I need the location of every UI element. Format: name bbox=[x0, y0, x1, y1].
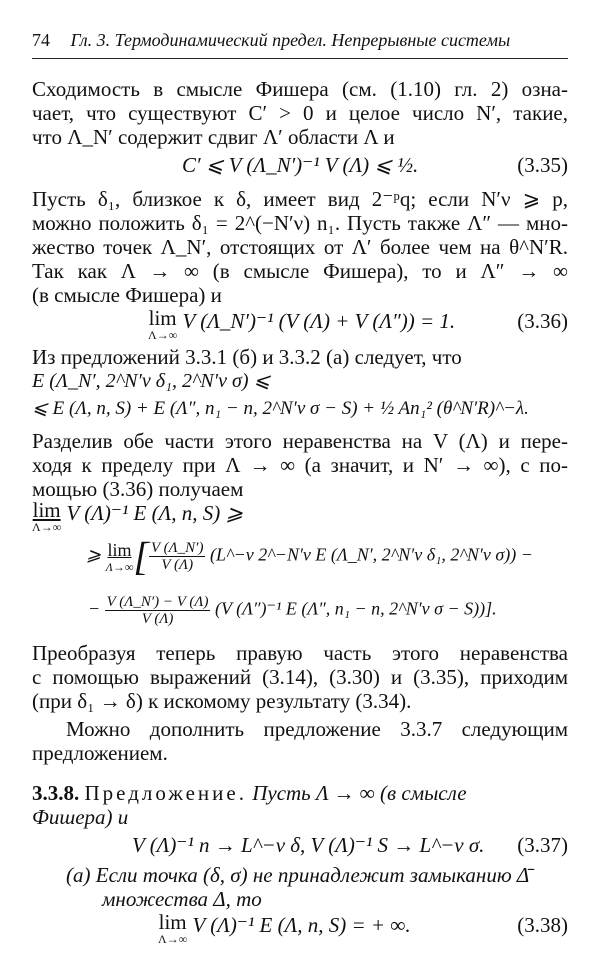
inequality-line: ⩽ E (Λ, n, S) + E (Λ″, n₁ − n, 2^N′ν σ − S) + ½ An₁² (θ^N′R)^−λ. bbox=[32, 398, 529, 419]
paragraph-line: ходя к пределу при Λ → ∞ (а значит, и N′ → ∞), с по- bbox=[32, 453, 568, 477]
paragraph-line: предложением. bbox=[32, 741, 168, 765]
equation-expression: V (Λ)⁻¹ E (Λ, n, S) ⩾ bbox=[66, 501, 244, 525]
paragraph-line: (в смысле Фишера) и bbox=[32, 283, 222, 307]
fraction-numerator: V (Λ_N′) bbox=[150, 540, 204, 556]
equation-number: (3.35) bbox=[517, 153, 568, 177]
equation-expression: (L^−ν 2^−N′ν E (Λ_N′, 2^N′ν δ₁, 2^N′ν σ)) − bbox=[209, 544, 533, 565]
proposition-word: Предложение. bbox=[84, 781, 247, 805]
paragraph-line: Сходимость в смысле Фишера (см. (1.10) гл. 2) озна- bbox=[32, 77, 568, 101]
fraction-numerator: V (Λ_N′) − V (Λ) bbox=[106, 594, 209, 610]
header-rule bbox=[32, 58, 568, 59]
equation-body bbox=[158, 912, 411, 946]
equation-number: (3.38) bbox=[517, 913, 568, 937]
page-header bbox=[32, 30, 568, 51]
paragraph-line: Преобразуя теперь правую часть этого неравенства bbox=[32, 641, 568, 665]
page-number: 74 bbox=[32, 30, 50, 50]
equation-body bbox=[86, 533, 533, 579]
proposition-text-line: Фишера) и bbox=[32, 805, 129, 829]
item-a-text: (а) Если точка (δ, σ) не принадлежит замыканию Δ̄ bbox=[66, 863, 530, 887]
equation-bracket-line-1 bbox=[32, 533, 568, 588]
paragraph-line: можно положить δ₁ = 2^(−N′ν) n₁. Пусть также Λ″ — мно- bbox=[32, 211, 568, 235]
limit-operator bbox=[158, 912, 187, 946]
paragraph-line: что Λ_N′ содержит сдвиг Λ′ области Λ и bbox=[32, 125, 395, 149]
proposition-heading bbox=[32, 780, 568, 806]
limit-subscript: Λ→∞ bbox=[105, 560, 134, 574]
limit-subscript: Λ→∞ bbox=[148, 328, 178, 342]
proposition-number: 3.3.8. bbox=[32, 781, 80, 805]
equation-body bbox=[88, 594, 497, 627]
item-a-line bbox=[66, 862, 568, 888]
running-title: Гл. 3. Термодинамический предел. Непрерывные системы bbox=[70, 30, 511, 50]
equation-number: (3.36) bbox=[517, 309, 568, 333]
paragraph-line: мощью (3.36) получаем bbox=[32, 477, 244, 501]
limit-operator bbox=[106, 540, 134, 574]
equation-body bbox=[148, 308, 455, 342]
paragraph-line: Пусть δ₁, близкое к δ, имеет вид 2⁻ᵖq; если N′ν ⩾ p, bbox=[32, 187, 568, 211]
equation-expression: (V (Λ″)⁻¹ E (Λ″, n₁ − n, 2^N′ν σ − S))]. bbox=[214, 598, 497, 619]
fraction bbox=[149, 540, 205, 573]
limit-label: lim bbox=[158, 910, 187, 934]
equation-number: (3.37) bbox=[517, 833, 568, 857]
equation-body bbox=[32, 500, 243, 534]
proposition-text: Пусть Λ → ∞ (в смысле bbox=[252, 781, 467, 805]
equation-body: C′ ⩽ V (Λ_N′)⁻¹ V (Λ) ⩽ ½. bbox=[182, 153, 419, 177]
paragraph-line: Из предложений 3.3.1 (б) и 3.3.2 (а) следует, что bbox=[32, 345, 462, 369]
paragraph-line: с помощью выражений (3.14), (3.30) и (3.35), приходим bbox=[32, 665, 568, 689]
equation-3-38 bbox=[32, 912, 568, 952]
item-a-line: множества Δ, то bbox=[102, 887, 262, 911]
paragraph-line: Так как Λ → ∞ (в смысле Фишера), то и Λ″ → ∞ bbox=[32, 259, 568, 283]
equation-bracket-line-2 bbox=[32, 594, 568, 642]
equation-expression: V (Λ)⁻¹ E (Λ, n, S) = + ∞. bbox=[192, 913, 411, 937]
limit-operator bbox=[32, 500, 61, 534]
limit-subscript: Λ→∞ bbox=[158, 932, 188, 946]
open-bracket: [ bbox=[133, 533, 149, 579]
fraction-denominator: V (Λ) bbox=[141, 611, 174, 627]
limit-label: lim bbox=[32, 498, 61, 522]
paragraph-line: жество точек Λ_N′, отстоящих от Λ′ более чем на θ^N′R. bbox=[32, 235, 568, 259]
limit-label: lim bbox=[148, 306, 177, 330]
equation-3-36 bbox=[32, 308, 568, 348]
relation-symbol: − bbox=[88, 598, 101, 619]
paragraph-line: (при δ₁ → δ) к искомому результату (3.34). bbox=[32, 689, 412, 713]
equation-body: V (Λ)⁻¹ n → L^−ν δ, V (Λ)⁻¹ S → L^−ν σ. bbox=[132, 833, 485, 857]
limit-subscript: Λ→∞ bbox=[32, 520, 62, 534]
limit-operator bbox=[148, 308, 177, 342]
inequality-line: E (Λ_N′, 2^N′ν δ₁, 2^N′ν σ) ⩽ bbox=[32, 370, 271, 392]
fraction-denominator: V (Λ) bbox=[161, 557, 194, 573]
relation-symbol: ⩾ bbox=[86, 544, 102, 565]
equation-limit-inequality bbox=[32, 500, 568, 540]
equation-expression: V (Λ_N′)⁻¹ (V (Λ) + V (Λ″)) = 1. bbox=[182, 309, 456, 333]
paragraph-line: чает, что существуют C′ > 0 и целое число N′, такие, bbox=[32, 101, 568, 125]
fraction bbox=[105, 594, 211, 627]
limit-label: lim bbox=[107, 540, 132, 560]
paragraph-line: Разделив обе части этого неравенства на V (Λ) и пере- bbox=[32, 429, 568, 453]
paragraph-line: Можно дополнить предложение 3.3.7 следующим bbox=[66, 717, 568, 741]
